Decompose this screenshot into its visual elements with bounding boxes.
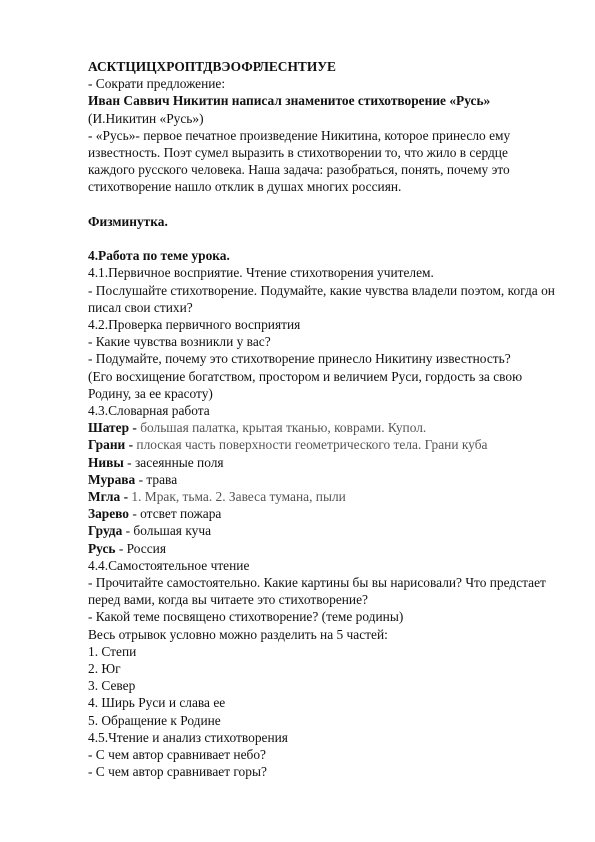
instruction: - Сократи предложение: [88,76,226,92]
section-4-4: 4.4.Самостоятельное чтение [88,557,250,573]
vocab-term: Грани - [88,437,137,453]
question-4-1: - Послушайте стихотворение. Подумайте, какие чувства владели поэтом, когда он писал свои стихи? [88,282,555,315]
list-item: 1. Степи [88,643,137,659]
vocab-entry [88,522,558,539]
question-4-5b: - С чем автор сравнивает горы? [88,764,267,780]
vocab-def: большая палатка, крытая тканью, коврами. Купол. [140,420,427,436]
vocab-term: Шатер - [88,420,141,436]
vocab-term: Русь [88,540,116,556]
vocab-def: плоская часть поверхности геометрического тела. Грани куба [136,437,488,453]
vocab-entry [88,419,558,436]
section-4-5: 4.5.Чтение и анализ стихотворения [88,729,288,745]
document-page [88,58,558,781]
spacer [88,196,558,213]
fizminutka-heading: Физминутка. [88,213,168,229]
vocab-term: Мгла - [88,489,132,505]
list-item: 3. Север [88,678,136,694]
vocab-term: Нивы [88,454,124,470]
section-4-1: 4.1.Первичное восприятие. Чтение стихотворения учителем. [88,265,434,281]
parts-intro: Весь отрывок условно можно разделить на 5 частей: [88,626,388,642]
spacer [88,230,558,247]
vocab-def: - трава [135,471,178,487]
work-heading: 4.Работа по теме урока. [88,248,230,264]
sentence-short: (И.Никитин «Русь») [88,110,204,126]
vocab-entry [88,540,558,557]
vocab-def: - засеянные поля [123,454,224,470]
vocab-def: 1. Мрак, тьма. 2. Завеса тумана, пыли [131,489,346,505]
sentence-bold: Иван Саввич Никитин написал знаменитое стихотворение «Русь» [88,93,491,109]
section-4-2: 4.2.Проверка первичного восприятия [88,317,301,333]
vocab-def: - Россия [115,540,167,556]
section-4-3: 4.3.Словарная работа [88,403,210,419]
header-code: АСКТЦИЦХРОПТДВЭОФРЛЕСНТИУЕ [88,59,336,74]
question-4-2b: - Подумайте, почему это стихотворение принесло Никитину известность? [88,351,511,367]
vocab-entry [88,454,558,471]
vocab-term: Мурава [88,471,136,487]
vocab-term: Зарево [88,506,129,522]
vocab-def: - большая куча [122,523,212,539]
question-4-4a: - Прочитайте самостоятельно. Какие картины бы вы нарисовали? Что предстает перед вами, когда вы читаете это стихотворение? [88,575,546,608]
list-item: 4. Ширь Руси и слава ее [88,695,226,711]
answer-4-2: (Его восхищение богатством, простором и величием Руси, гордость за свою Родину, за ее красоту) [88,368,523,401]
intro-paragraph: - «Русь»- первое печатное произведение Никитина, которое принесло ему известность. Поэт сумел выразить в стихотворении то, что жило в сердце каждого русского человека. Наша задача: разобраться, понять, почему это стихотворение нашло отклик в душах многих россиян. [88,127,511,195]
question-4-2a: - Какие чувства возникли у вас? [88,334,271,350]
vocab-entry [88,505,558,522]
vocab-entry [88,471,558,488]
vocab-entry [88,488,558,505]
vocab-entry [88,436,558,453]
vocab-def: - отсвет пожара [129,506,222,522]
question-4-5a: - С чем автор сравнивает небо? [88,747,266,763]
list-item: 5. Обращение к Родине [88,712,221,728]
vocab-term: Груда [88,523,123,539]
list-item: 2. Юг [88,661,121,677]
question-4-4b: - Какой теме посвящено стихотворение? (теме родины) [88,609,404,625]
